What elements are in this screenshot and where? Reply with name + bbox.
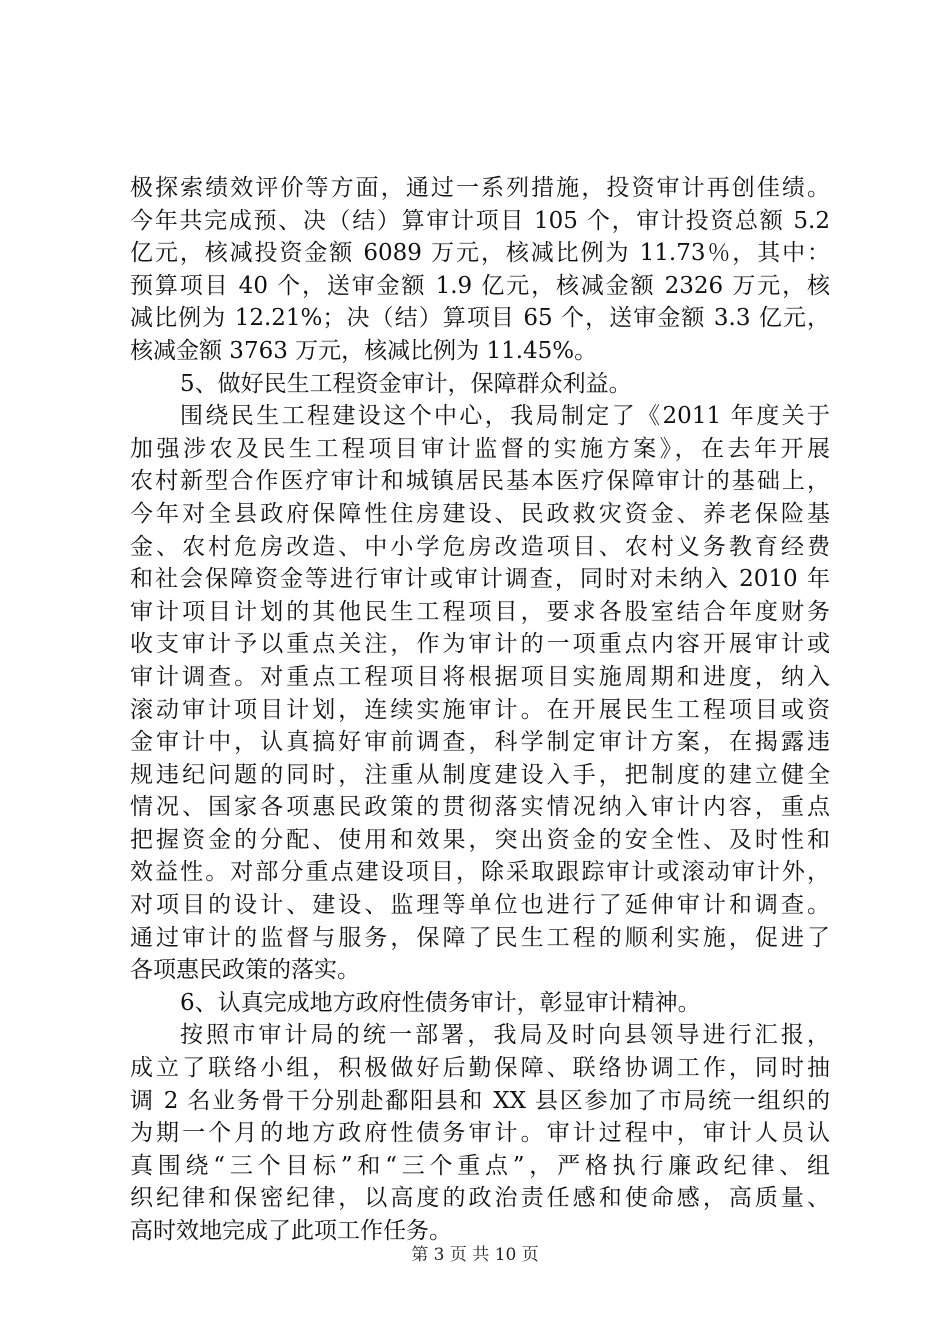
text-line: 按照市审计局的统一部署，我局及时向县领导进行汇报，	[180, 1022, 830, 1049]
text-line: 调 2 名业务骨干分别赴鄱阳县和 XX 县区参加了市局统一组织的	[130, 1087, 830, 1114]
text-line: 高时效地完成了此项工作任务。	[130, 1218, 452, 1244]
page-footer: 第 3 页 共 10 页	[411, 1245, 539, 1265]
text-line: 把握资金的分配、使用和效果，突出资金的安全性、及时性和	[130, 826, 830, 853]
text-line: 为期一个月的地方政府性债务审计。审计过程中，审计人员认	[130, 1120, 830, 1147]
text-line: 减比例为 12.21%；决（结）算项目 65 个，送审金额 3.3 亿元，	[130, 305, 830, 332]
text-line: 真围绕“三个目标”和“三个重点”，严格执行廉政纪律、组	[130, 1152, 830, 1179]
text-line: 金、农村危房改造、中小学危房改造项目、农村义务教育经费	[130, 533, 830, 560]
text-line: 收支审计予以重点关注，作为审计的一项重点内容开展审计或	[130, 631, 830, 658]
text-line: 各项惠民政策的落实。	[130, 957, 360, 984]
text-line: 成立了联络小组，积极做好后勤保障、联络协调工作，同时抽	[130, 1055, 830, 1082]
text-line: 亿元，核减投资金额 6089 万元，核减比例为 11.73％，其中：	[130, 240, 830, 267]
text-line: 审计调查。对重点工程项目将根据项目实施周期和进度，纳入	[130, 663, 830, 690]
text-line: 滚动审计项目计划，连续实施审计。在开展民生工程项目或资	[130, 696, 830, 723]
text-line: 通过审计的监督与服务，保障了民生工程的顺利实施，促进了	[130, 924, 830, 951]
text-line: 加强涉农及民生工程项目审计监督的实施方案》，在去年开展	[130, 435, 830, 462]
text-line: 5、做好民生工程资金审计，保障群众利益。	[180, 370, 632, 397]
text-line: 金审计中，认真搞好审前调查，科学制定审计方案，在揭露违	[130, 729, 830, 756]
text-line: 织纪律和保密纪律，以高度的政治责任感和使命感，高质量、	[130, 1185, 830, 1212]
text-line: 对项目的设计、建设、监理等单位也进行了延伸审计和调查。	[130, 892, 830, 919]
text-line: 农村新型合作医疗审计和城镇居民基本医疗保障审计的基础上，	[130, 468, 830, 495]
text-line: 规违纪问题的同时，注重从制度建设入手，把制度的建立健全	[130, 761, 830, 788]
text-line: 和社会保障资金等进行审计或审计调查，同时对未纳入 2010 年	[130, 566, 830, 593]
text-line: 今年共完成预、决（结）算审计项目 105 个，审计投资总额 5.2	[130, 207, 830, 234]
text-line: 今年对全县政府保障性住房建设、民政救灾资金、养老保险基	[130, 500, 830, 527]
document-body	[130, 172, 830, 1248]
text-line: 预算项目 40 个，送审金额 1.9 亿元，核减金额 2326 万元，核	[130, 272, 830, 299]
text-line: 情况、国家各项惠民政策的贯彻落实情况纳入审计内容，重点	[130, 794, 830, 821]
text-line: 效益性。对部分重点建设项目，除采取跟踪审计或滚动审计外，	[130, 859, 830, 886]
text-line: 审计项目计划的其他民生工程项目，要求各股室结合年度财务	[130, 598, 830, 625]
text-line: 极探索绩效评价等方面，通过一系列措施，投资审计再创佳绩。	[130, 175, 830, 201]
text-line: 核减金额 3763 万元，核减比例为 11.45%。	[130, 337, 598, 364]
text-line: 围绕民生工程建设这个中心，我局制定了《2011 年度关于	[180, 403, 830, 430]
text-line: 6、认真完成地方政府性债务审计，彰显审计精神。	[180, 989, 701, 1016]
